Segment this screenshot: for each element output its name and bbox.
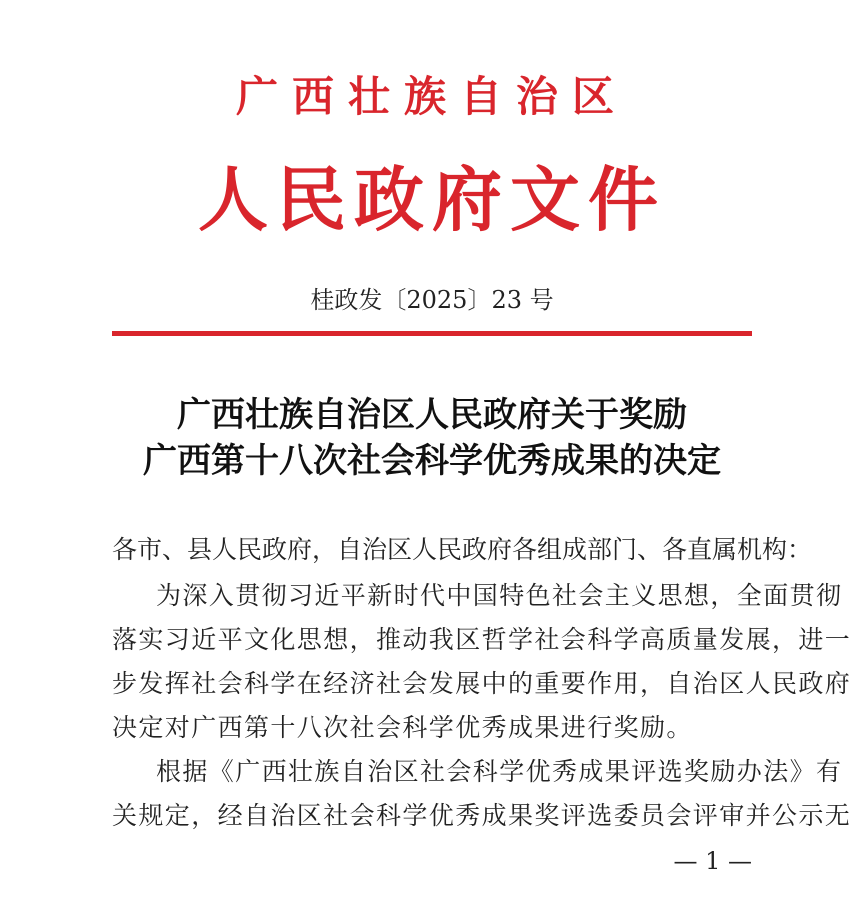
red-separator-rule	[112, 331, 752, 336]
salutation: 各市、县人民政府，自治区人民政府各组成部门、各直属机构：	[112, 535, 813, 564]
paragraph-1-line: 步发挥社会科学在经济社会发展中的重要作用，自治区人民政府	[112, 669, 852, 698]
paragraph-1-line: 为深入贯彻习近平新时代中国特色社会主义思想，全面贯彻	[156, 581, 843, 610]
page-number: — 1 —	[673, 847, 752, 875]
document-title	[0, 392, 864, 484]
paragraph-2-line: 根据《广西壮族自治区社会科学优秀成果评选奖励办法》有	[156, 757, 843, 786]
paragraph-2	[112, 750, 852, 838]
issuer-name-line2: 人民政府文件	[198, 158, 666, 241]
paragraph-1	[112, 574, 852, 750]
paragraph-2-line: 关规定，经自治区社会科学优秀成果奖评选委员会评审并公示无	[112, 801, 852, 830]
paragraph-1-line: 决定对广西第十八次社会科学优秀成果进行奖励。	[112, 713, 693, 742]
document-title-line2: 广西第十八次社会科学优秀成果的决定	[143, 441, 721, 481]
paragraph-1-line: 落实习近平文化思想，推动我区哲学社会科学高质量发展，进一	[112, 625, 852, 654]
document-number: 桂政发〔2025〕23 号	[310, 286, 554, 314]
document-title-line1: 广西壮族自治区人民政府关于奖励	[177, 395, 687, 435]
issuer-name-line1: 广西壮族自治区	[235, 72, 628, 121]
